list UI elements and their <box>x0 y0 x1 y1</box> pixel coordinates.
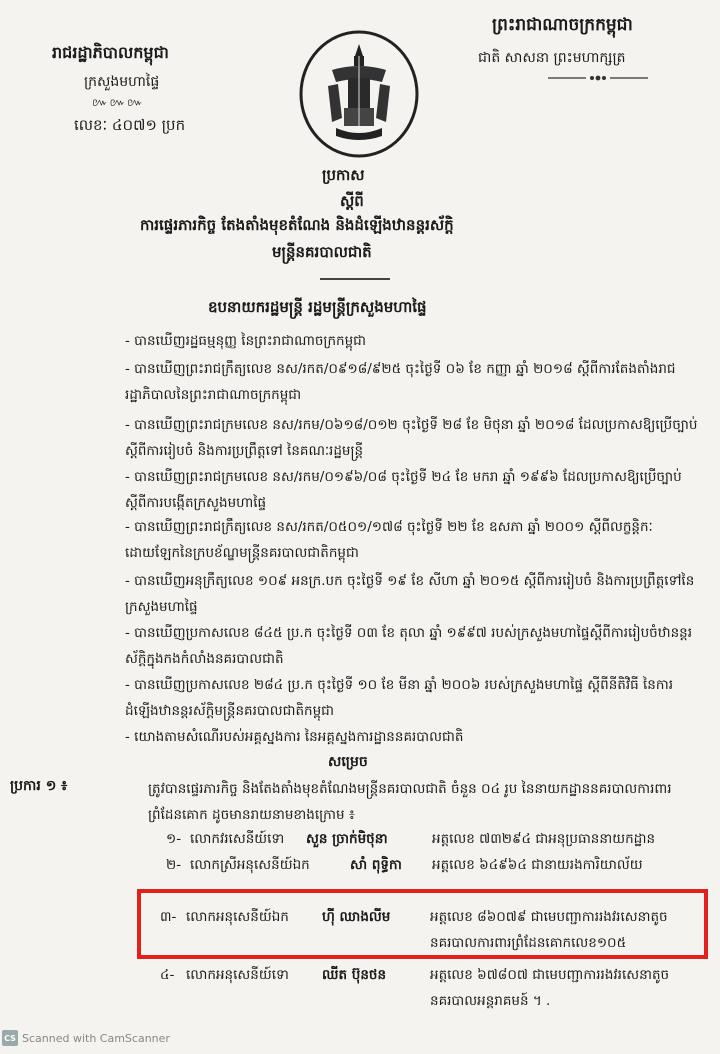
officer-number: ៤- <box>160 967 175 983</box>
about-label: ស្ដីពី <box>340 192 364 210</box>
officer-rank: លោកស្រីអនុសេនីយ៍ឯក <box>190 857 310 873</box>
scanner-text: Scanned with CamScanner <box>22 1031 170 1045</box>
officer-rank: លោកវរសេនីយ៍ទោ <box>190 831 285 847</box>
recital-item: - បានឃើញរដ្ឋធម្មនុញ្ញ នៃព្រះរាជាណាចក្រកម្ពុជា <box>125 333 367 349</box>
royal-emblem-icon <box>298 26 420 158</box>
recital-item: - បានឃើញព្រះរាជក្រមលេខ នស/រកម/០១៩៦/០៨ ចុះថ្ងៃទី ២៤ ខែ មករា ឆ្នាំ ១៩៩៦ ដែលប្រកាសឱ្យប្រើច្បាប់ស្ដីពីការបង្កើតក្រសួងមហាផ្ទៃ <box>125 469 682 511</box>
kingdom-title: ព្រះរាជាណាចក្រកម្ពុជា <box>492 15 633 35</box>
camscanner-logo-icon: CS <box>2 1030 18 1046</box>
officer-name: ហ៊ី ឈាងលីម <box>322 909 391 925</box>
officer-description: អត្តលេខ ៦៤៩៦៤ ជានាយរងការិយាល័យ <box>432 857 643 873</box>
officer-description: អត្តលេខ ៧៣២៩៤ ជាអនុប្រធាននាយកដ្ឋាន <box>432 831 656 847</box>
motto-divider-ornament <box>548 74 648 82</box>
national-motto: ជាតិ សាសនា ព្រះមហាក្សត្រ <box>478 50 626 66</box>
officer-name: ឈីត ប៊ុនថន <box>322 967 387 983</box>
officer-description: អត្តលេខ ៦៧៨០៧ ជាមេបញ្ជាការរងវរសេនាតូច <box>430 967 670 983</box>
document-type: ប្រកាស <box>322 166 365 184</box>
officer-number: ៣- <box>160 909 177 925</box>
issuing-authority: ឧបនាយករដ្ឋមន្ត្រី រដ្ឋមន្ត្រីក្រសួងមហាផ្ទៃ <box>208 298 427 316</box>
recital-item: - បានឃើញប្រកាសលេខ ២៨៤ ប្រ.ក ចុះថ្ងៃទី ១០ ខែ មីនា ឆ្នាំ ២០០៦ របស់ក្រសួងមហាផ្ទៃ ស្ដីពីនីតិវិធី នៃការដំឡើងឋានន្តរស័ក្តិមន្ត្រីនគរបាលជាតិកម្ពុជា <box>125 677 673 719</box>
officer-description: អត្តលេខ ៨៦០៧៩ ជាមេបញ្ជាការរងវរសេនាតូច <box>430 909 668 925</box>
officer-name: សាំ ពុទ្ធិកា <box>350 857 402 873</box>
recital-item: - យោងតាមសំណើរបស់អគ្គស្នងការ នៃអគ្គស្នងការដ្ឋាននគរបាលជាតិ <box>125 729 464 745</box>
document-number: លេខៈ ៤០៧១ ប្រក <box>74 116 186 134</box>
officer-rank: លោកអនុសេនីយ៍ទោ <box>186 967 289 983</box>
article-text: ត្រូវបានផ្ទេរភារកិច្ច និងតែងតាំងមុខតំណែងមន្ត្រីនគរបាលជាតិ ចំនួន ០៤ រូប នៃនាយកដ្ឋាននគរបាលការពារព្រំដែនគោក ដូចមានរាយនាមខាងក្រោម ៖ <box>148 781 672 823</box>
officer-description-cont: នគរបាលការពារព្រំដែនគោកលេខ១០៥ <box>430 935 627 951</box>
officer-description-cont: នគរបាលអន្តរាគមន៍ ។ . <box>430 993 551 1009</box>
decision-heading: សម្រេច <box>328 754 368 770</box>
title-divider <box>320 278 390 280</box>
officer-number: ២- <box>166 857 182 873</box>
officer-rank: លោកអនុសេនីយ៍ឯក <box>186 909 289 925</box>
recital-item: - បានឃើញព្រះរាជក្រឹត្យលេខ នស/រកត/០៩១៨/៩២៥ ចុះថ្ងៃទី ០៦ ខែ កញ្ញា ឆ្នាំ ២០១៨ ស្ដីពីការតែងតាំងរាជរដ្ឋាភិបាលនៃព្រះរាជាណាចក្រកម្ពុជា <box>125 361 676 403</box>
recital-item: - បានឃើញអនុក្រឹត្យលេខ ១០៩ អនក្រ.បក ចុះថ្ងៃទី ១៩ ខែ សីហា ឆ្នាំ ២០១៥ ស្ដីពីការរៀបចំ និងការប្រព្រឹត្តទៅនៃក្រសួងមហាផ្ទៃ <box>125 573 695 615</box>
highlight-box <box>137 889 708 959</box>
officer-name: សួន ច្រាក់មិថុនា <box>306 831 388 847</box>
ministry-name: ក្រសួងមហាផ្ទៃ <box>84 74 160 90</box>
subject-line-2: មន្ត្រីនគរបាលជាតិ <box>272 243 372 261</box>
recital-item: - បានឃើញព្រះរាជក្រមលេខ នស/រកម/០៦១៨/០១២ ចុះថ្ងៃទី ២៨ ខែ មិថុនា ឆ្នាំ ២០១៨ ដែលប្រកាសឱ្យប្រើច្បាប់ស្ដីពីការរៀបចំ និងការប្រព្រឹត្តទៅ នៃគណៈរដ្ឋមន្ត្រី <box>125 417 698 459</box>
recital-item: - បានឃើញព្រះរាជក្រឹត្យលេខ នស/រកត/០៥០១/១៧៨ ចុះថ្ងៃទី ២២ ខែ ឧសភា ឆ្នាំ ២០០១ ស្ដីពីលក្ខន្តិកៈដោយឡែកនៃក្របខ័ណ្ឌមន្ត្រីនគរបាលជាតិកម្ពុជា <box>125 519 653 561</box>
article-label: ប្រការ ១ ៖ <box>10 778 68 794</box>
ministry-ornament: ៚៚៚ <box>92 96 145 109</box>
subject-line-1: ការផ្ទេរភារកិច្ច តែងតាំងមុខតំណែង និងដំឡើងឋានន្តរស័ក្តិ <box>140 216 454 234</box>
officer-number: ១- <box>166 831 182 847</box>
scanner-watermark <box>2 1030 170 1046</box>
government-name: រាជរដ្ឋាភិបាលកម្ពុជា <box>52 43 169 62</box>
recital-item: - បានឃើញប្រកាសលេខ ៨៤៥ ប្រ.ក ចុះថ្ងៃទី ០៣ ខែ តុលា ឆ្នាំ ១៩៩៧ របស់ក្រសួងមហាផ្ទៃស្ដីពីការរៀបចំឋានន្តរស័ក្តិក្នុងកងកំលាំងនគរបាលជាតិ <box>125 625 693 667</box>
